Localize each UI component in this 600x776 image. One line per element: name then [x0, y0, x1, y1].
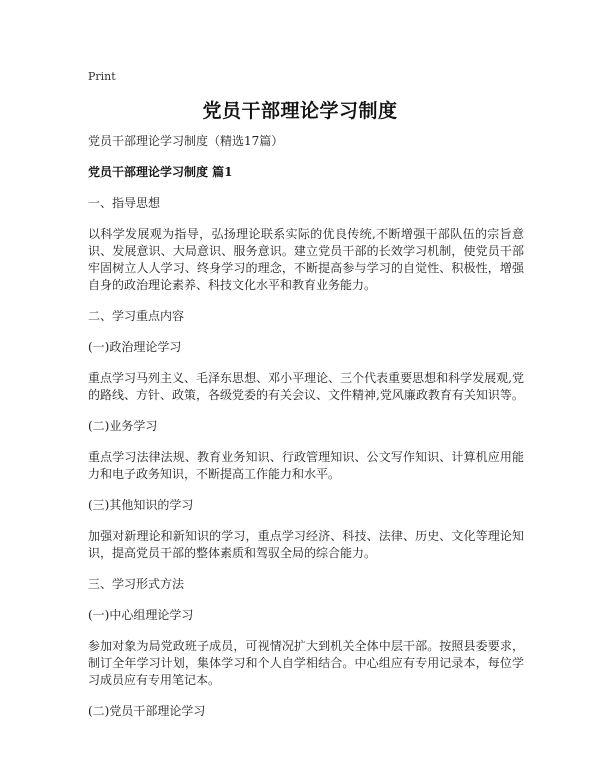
subheading-other-knowledge: (三)其他知识的学习	[88, 498, 194, 512]
paragraph: 以科学发展观为指导，弘扬理论联系实际的优良传统,不断增强干部队伍的宗旨意识、发展意识、大局意识、服务意识。建立党员干部的长效学习机制，使党员干部牢固树立人人学习、终身学习的理念，不断提高参与学习的自觉性、积极性，增强自身的政治理论素养、科技文化水平和教育业务能力。	[88, 227, 524, 292]
paragraph: 重点学习法律法规、教育业务知识、行政管理知识、公文写作知识、计算机应用能力和电子政务知识，不断提高工作能力和水平。	[88, 450, 524, 481]
subheading-central-group: (一)中心组理论学习	[88, 608, 194, 622]
paragraph: 重点学习马列主义、毛泽东思想、邓小平理论、三个代表重要思想和科学发展观,党的路线、方针、政策，各级党委的有关会议、文件精神,党风廉政教育有关知识等。	[88, 371, 524, 402]
document-title: 党员干部理论学习制度	[202, 100, 398, 122]
section-heading: 党员干部理论学习制度 篇1	[88, 165, 233, 179]
document-subtitle: 党员干部理论学习制度（精选17篇）	[88, 134, 284, 148]
paragraph: 加强对新理论和新知识的学习，重点学习经济、科技、法律、历史、文化等理论知识，提高党员干部的整体素质和驾驭全局的综合能力。	[88, 529, 524, 560]
subheading-study-methods: 三、学习形式方法	[88, 577, 185, 591]
subheading-key-content: 二、学习重点内容	[88, 309, 185, 323]
subheading-political-theory: (一)政治理论学习	[88, 340, 182, 354]
subheading-guiding-thought: 一、指导思想	[88, 196, 161, 210]
document-body	[88, 133, 524, 734]
print-label[interactable]: Print	[88, 70, 116, 83]
subheading-cadre-study: (二)党员干部理论学习	[88, 704, 206, 718]
paragraph: 参加对象为局党政班子成员，可视情况扩大到机关全体中层干部。按照县委要求，制订全年学习计划，集体学习和个人自学相结合。中心组应有专用记录本，每位学习成员应有专用笔记本。	[88, 639, 524, 687]
subheading-business-study: (二)业务学习	[88, 419, 158, 433]
